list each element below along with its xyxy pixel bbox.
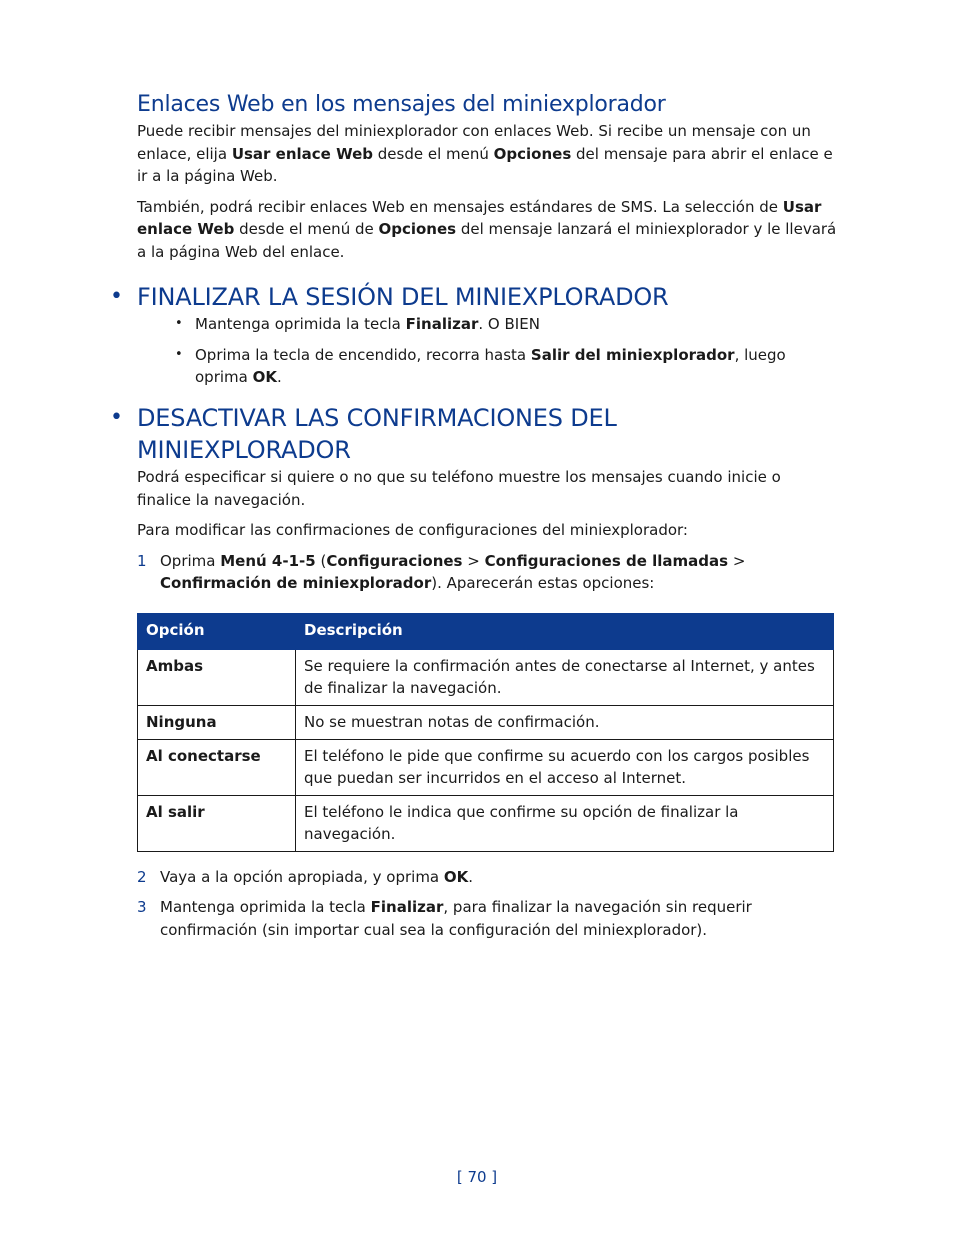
bold-run: Salir del miniexplorador (530, 346, 735, 364)
bold-run: Confirmación de miniexplorador (160, 574, 432, 592)
paragraph-confirmations-1 (137, 466, 837, 511)
option-cell: Ninguna (138, 705, 296, 739)
bullet-dot: • (175, 316, 183, 331)
text-run: Mantenga oprimida la tecla (195, 315, 406, 333)
bold-run: Finalizar (370, 898, 444, 916)
bullet-text (195, 346, 786, 386)
text-run: . (276, 368, 282, 386)
description-cell: Se requiere la confirmación antes de conectarse al Internet, y antes de finalizar la navegación. (296, 649, 834, 705)
heading-end-session-text: FINALIZAR LA SESIÓN DEL MINIEXPLORADOR (137, 283, 669, 311)
page-number: [ 70 ] (456, 1168, 498, 1186)
description-cell: El teléfono le pide que confirme su acuerdo con los cargos posibles que puedan ser incurridos en el acceso al Internet. (296, 739, 834, 795)
option-cell: Al conectarse (138, 739, 296, 795)
bold-run: Opciones (493, 144, 572, 163)
step-text (160, 898, 752, 939)
bold-run: Usar enlace Web (137, 197, 822, 238)
bold-run: OK (443, 867, 469, 886)
description-cell: No se muestran notas de confirmación. (296, 705, 834, 739)
text-run: Puede recibir mensajes del miniexplorador con enlaces Web. Si recibe un mensaje con un enlace, elija (137, 122, 811, 163)
option-cell: Al salir (138, 795, 296, 851)
bold-run: OK (252, 368, 277, 386)
text-run: , luego oprima (195, 346, 786, 386)
bold-run: Configuraciones de llamadas (484, 551, 729, 570)
description-cell: El teléfono le indica que confirme su opción de finalizar la navegación. (296, 795, 834, 851)
text-run: También, podrá recibir enlaces Web en mensajes estándares de SMS. La selección de (137, 197, 783, 216)
document-page (110, 90, 837, 941)
bold-run: Menú 4-1-5 (220, 551, 316, 570)
option-cell: Ambas (138, 649, 296, 705)
heading-bullet: • (110, 284, 123, 309)
bold-run: Finalizar (405, 315, 479, 333)
bold-run: Configuraciones (326, 551, 463, 570)
text-run: . O BIEN (478, 315, 540, 333)
text-run: > (728, 551, 746, 570)
table-row (138, 739, 834, 795)
step-2 (137, 866, 837, 889)
text-run: Podrá especificar si quiere o no que su teléfono muestre los mensajes cuando inicie o finalice la navegación. (137, 468, 781, 509)
step-1 (137, 550, 837, 595)
heading-end-session (110, 281, 837, 313)
text-run: Oprima (160, 551, 221, 570)
heading-confirmations-text: DESACTIVAR LAS CONFIRMACIONES DEL MINIEXPLORADOR (137, 404, 617, 464)
end-session-bullets (137, 313, 837, 388)
text-run: . (468, 867, 474, 886)
bold-run: Usar enlace Web (231, 144, 373, 163)
options-table (137, 613, 834, 852)
steps-list-continued (137, 866, 837, 942)
heading-bullet: • (110, 405, 123, 430)
paragraph-web-links-2 (137, 196, 837, 264)
paragraph-web-links-1 (137, 120, 837, 188)
table-header-row (138, 613, 834, 649)
bullet-dot: • (175, 347, 183, 362)
text-run: desde el menú de (234, 220, 379, 238)
text-run: , para finalizar la navegación sin requerir confirmación (sin importar cual sea la configuración del miniexplorador). (160, 898, 752, 939)
step-text (160, 868, 473, 886)
heading-confirmations (110, 402, 837, 466)
list-item (137, 344, 837, 388)
step-number: 2 (137, 867, 147, 886)
step-number: 3 (137, 898, 147, 916)
step-3 (137, 896, 837, 941)
paragraph-confirmations-2 (137, 519, 837, 542)
text-run: del mensaje lanzará el miniexplorador y le llevará a la página Web del enlace. (137, 220, 837, 261)
text-run: ( (315, 551, 327, 570)
step-text (160, 552, 745, 593)
table-row (138, 795, 834, 851)
table-row (138, 705, 834, 739)
steps-list (137, 550, 837, 595)
text-run: Para modificar las confirmaciones de configuraciones del miniexplorador: (137, 521, 688, 539)
text-run: Mantenga oprimida la tecla (160, 898, 371, 916)
text-run: ). Aparecerán estas opciones: (431, 574, 655, 592)
text-run: desde el menú (373, 144, 494, 163)
bold-run: Opciones (378, 220, 457, 238)
table-row (138, 649, 834, 705)
text-run: del mensaje para abrir el enlace e ir a la página Web. (137, 144, 833, 185)
text-run: Vaya a la opción apropiada, y oprima (160, 867, 444, 886)
step-number: 1 (137, 551, 147, 570)
text-run: Oprima la tecla de encendido, recorra hasta (195, 346, 531, 364)
list-item (137, 313, 837, 335)
text-run: > (462, 551, 485, 570)
column-header-description: Descripción (296, 613, 834, 649)
column-header-option: Opción (138, 613, 296, 649)
bullet-text (195, 315, 540, 333)
heading-web-links: Enlaces Web en los mensajes del miniexplorador (137, 92, 666, 117)
